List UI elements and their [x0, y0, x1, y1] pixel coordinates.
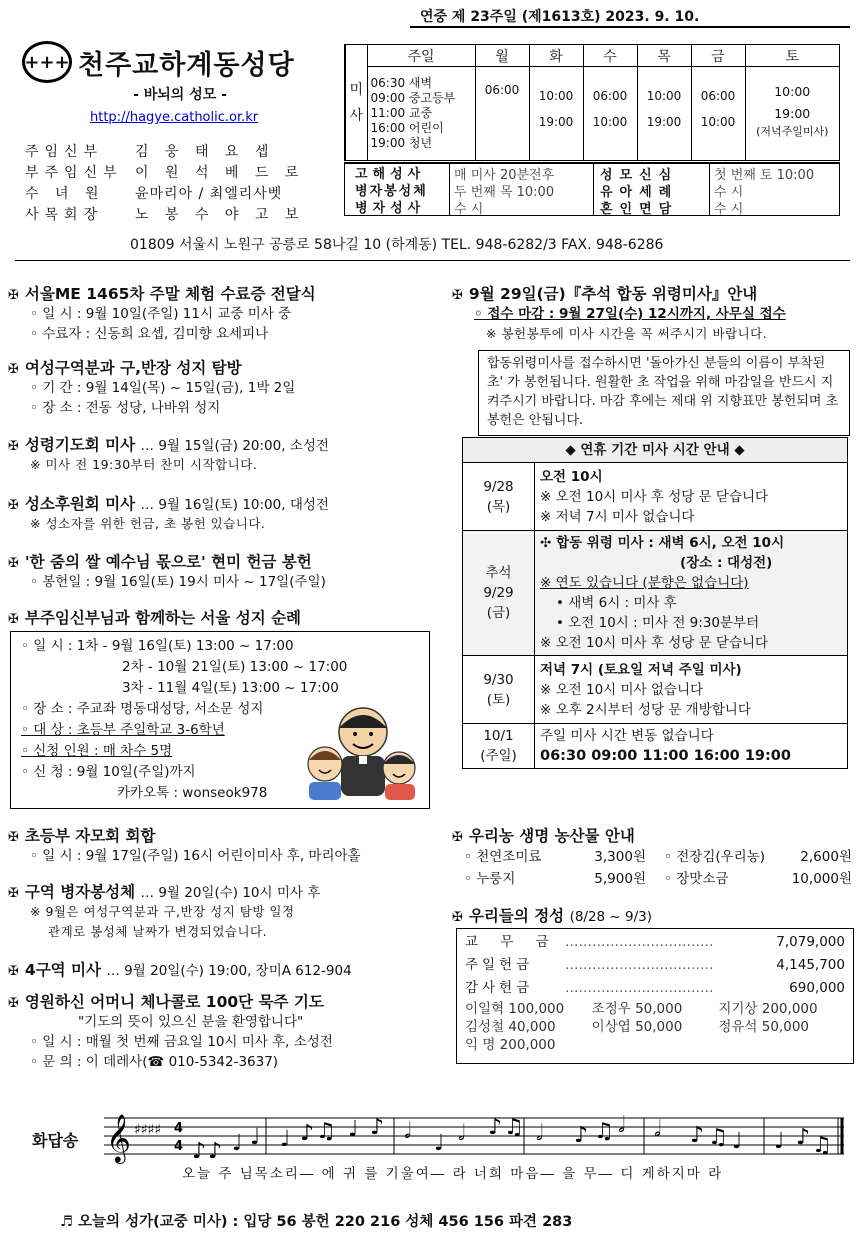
- svg-text:♪: ♪: [574, 1123, 589, 1148]
- cross-bullet-icon: ✠: [8, 996, 19, 1011]
- table-row: 9/30 (토) 저녁 7시 (토요일 저녁 주일 미사) ※ 오전 10시 미사 없습니다 ※ 오후 2시부터 성당 문 개방합니다: [463, 656, 848, 724]
- svg-text:♪: ♪: [208, 1139, 223, 1164]
- svg-text:♪: ♪: [690, 1123, 705, 1148]
- sick-communion-section: ✠ 구역 병자봉성체 … 9월 20일(수) 10시 미사 후 ※ 9월은 여성구역분과 구,반장 성지 탐방 일정 관계로 봉성체 날짜가 변경되었습니다.: [8, 883, 321, 939]
- svg-text:♩: ♩: [774, 1129, 785, 1154]
- donor-row: 이일혁 100,000 조정우 50,000 지기상 200,000: [465, 1001, 818, 1017]
- svg-text:♩: ♩: [348, 1117, 359, 1142]
- day-header: 화: [529, 45, 583, 67]
- offering-row: 주일헌금 …………………………… 4,145,700: [465, 957, 845, 973]
- cross-bullet-icon: ✠: [8, 964, 19, 979]
- priest-children-illustration-icon: [301, 702, 419, 802]
- parish-url-link[interactable]: http://hagye.catholic.or.kr: [90, 110, 259, 125]
- district4-section: ✠ 4구역 미사 … 9월 20일(수) 19:00, 장미A 612-904: [8, 961, 352, 979]
- holiday-mass-table: [462, 437, 848, 769]
- svg-text:♩: ♩: [434, 1131, 445, 1156]
- cross-bullet-icon: ✠: [8, 612, 19, 627]
- sacrament-row: 병자성사 수 시 혼인면담 수 시: [345, 198, 839, 215]
- cross-bullet-icon: ✠: [8, 556, 19, 571]
- svg-text:♪: ♪: [300, 1121, 315, 1146]
- offering-box: [456, 928, 854, 1064]
- cross-bullet-icon: ✠: [8, 288, 19, 303]
- donor-row: 익 명 200,000: [465, 1037, 556, 1053]
- memorial-notice-box: 합동위령미사를 접수하시면 '돌아가신 분들의 이름이 부착된 초' 가 봉헌됩니다. 원활한 초 작업을 위해 마감일을 반드시 지켜주시기 바랍니다. 마감 후에는 제대 위 지향표만 봉헌되며 초 봉헌은 안됩니다.: [478, 350, 850, 436]
- svg-text:𝅗𝅥: 𝅗𝅥: [404, 1119, 411, 1144]
- vocation-section: ✠ 성소후원회 미사 … 9월 16일(토) 10:00, 대성전 ※ 성소자를 위한 헌금, 초 봉헌 있습니다.: [8, 495, 329, 531]
- cross-bullet-icon: ✠: [8, 439, 19, 454]
- cross-bullet-icon: ✠: [8, 362, 19, 377]
- svg-text:4: 4: [174, 1139, 184, 1154]
- svg-text:♪: ♪: [796, 1125, 811, 1150]
- svg-text:♯♯♯♯: ♯♯♯♯: [134, 1122, 162, 1138]
- me-section: ✠ 서울ME 1465차 주말 체험 수료증 전달식 ◦ 일 시 : 9월 10일(주일) 11시 교중 미사 중 ◦ 수료자 : 신동희 요셉, 김미향 요세피나: [8, 285, 316, 342]
- parish-name: 천주교하계동성당: [78, 49, 295, 81]
- thursday-schedule: 10:00 19:00: [637, 67, 691, 161]
- sunday-schedule: 06:30 새벽 09:00 중고등부 11:00 교중 16:00 어린이 19:00 청년: [367, 67, 475, 161]
- music-staff-icon: [104, 1108, 844, 1164]
- svg-text:♪: ♪: [488, 1115, 503, 1140]
- table-row: 추석 9/29 (금) ✣ 합동 위령 미사 : 새벽 6시, 오전 10시 (장소 : 대성전) ※ 연도 있습니다 (분향은 없습니다) • 새벽 6시 : 미사 후 • 오전 10시 : 미사 전 9:30분부터 ※ 오전 10시 미사 후 성당 문 닫습니다: [463, 531, 848, 656]
- saturday-schedule: 10:00 19:00 (저녁주일미사): [745, 67, 840, 161]
- svg-text:♫: ♫: [316, 1119, 336, 1144]
- cross-bullet-icon: ✠: [452, 910, 463, 925]
- svg-text:♩: ♩: [232, 1131, 243, 1156]
- svg-text:𝅗𝅥: 𝅗𝅥: [458, 1121, 465, 1146]
- day-header: 금: [691, 45, 745, 67]
- psalm-lyrics: 오늘 주 님목소리― 에 귀 를 기울여― 라 너희 마음― 을 무― 디 게하지마 라: [182, 1166, 724, 1182]
- svg-text:♫: ♫: [812, 1133, 832, 1158]
- cross-bullet-icon: ✠: [8, 830, 19, 845]
- staff-row: 수 녀 원 윤마리아 / 최엘리사벳: [25, 186, 283, 202]
- svg-text:♩: ♩: [280, 1127, 291, 1152]
- mass-side-label: 미 사: [345, 45, 367, 161]
- parents-section: ✠ 초등부 자모회 회합 ◦ 일 시 : 9월 17일(주일) 16시 어린이미사 후, 마리아홀: [8, 827, 361, 864]
- staff-row: 주임신부 김 웅 태 요 셉: [25, 144, 275, 160]
- svg-text:𝅗𝅥: 𝅗𝅥: [654, 1117, 661, 1142]
- monday-schedule: 06:00: [475, 67, 529, 161]
- svg-text:♩: ♩: [250, 1125, 261, 1150]
- cross-bullet-icon: ✠: [8, 498, 19, 513]
- pilgrim-box: ◦ 일 시 : 1차 - 9월 16일(토) 13:00 ~ 17:00 2차 - 10월 21일(토) 13:00 ~ 17:00 3차 - 11월 4일(토) 13:00 ~ 17:00 ◦ 장 소 : 주교좌 명동대성당, 서소문 성지 ◦ 대 상 : 초등부 주일학교 3-6학년 ◦ 신청 인원 : 매 차수 5명 ◦ 신 청 : 9월 10일(주일)까지 카카오톡 : wonseok978: [10, 631, 430, 809]
- rosary-section: ✠ 영원하신 어머니 체나콜로 100단 묵주 기도 "기도의 뜻이 있으신 분을 환영합니다" ◦ 일 시 : 매월 첫 번째 금요일 10시 미사 후, 소성전 ◦ 문 의 : 이 데레사(☎ 010-5342-3637): [8, 993, 333, 1070]
- offering-title: ✠ 우리들의 정성 (8/28 ~ 9/3): [452, 907, 653, 925]
- svg-text:♪: ♪: [192, 1139, 207, 1164]
- offering-row: 교 무 금 …………………………… 7,079,000: [465, 934, 845, 950]
- cross-bullet-icon: ✠: [8, 886, 19, 901]
- psalm-label: 화답송: [32, 1131, 79, 1150]
- svg-text:♩: ♩: [732, 1129, 743, 1154]
- todays-hymns: ♬ 오늘의 성가(교중 미사) : 입당 56 봉헌 220 216 성체 456 156 파견 283: [60, 1214, 573, 1230]
- memorial-section: ✠ 9월 29일(금)『추석 합동 위령미사』안내 ◦ 접수 마감 : 9월 27일(수) 12시까지, 사무실 접수 ※ 봉헌봉투에 미사 시간을 꼭 써주시기 바랍니다.: [452, 285, 786, 341]
- day-header: 월: [475, 45, 529, 67]
- svg-text:♫: ♫: [504, 1115, 524, 1140]
- parish-address: 01809 서울시 노원구 공릉로 58나길 10 (하계동) TEL. 948-6282/3 FAX. 948-6286: [130, 237, 664, 253]
- svg-text:4: 4: [174, 1121, 184, 1136]
- staff-row: 부주임신부 이 원 석 베 드 로: [25, 165, 305, 181]
- table-row: 9/28 (목) 오전 10시 ※ 오전 10시 미사 후 성당 문 닫습니다 ※ 저녁 7시 미사 없습니다: [463, 463, 848, 531]
- spirit-section: ✠ 성령기도회 미사 … 9월 15일(금) 20:00, 소성전 ※ 미사 전 19:30부터 찬미 시작합니다.: [8, 436, 329, 472]
- cross-bullet-icon: ✠: [452, 288, 463, 303]
- svg-text:♫: ♫: [708, 1125, 728, 1150]
- friday-schedule: 06:00 10:00: [691, 67, 745, 161]
- svg-text:♪: ♪: [370, 1115, 385, 1140]
- sacrament-row: 고해성사 매 미사 20분전후 성모신심 첫 번째 토 10:00: [345, 164, 839, 181]
- table-row: 10/1 (주일) 주일 미사 시간 변동 없습니다 06:30 09:00 11:00 16:00 19:00: [463, 724, 848, 769]
- day-header: 수: [583, 45, 637, 67]
- rice-section: ✠ '한 줌의 쌀 예수님 몫으로' 현미 헌금 봉헌 ◦ 봉헌일 : 9월 16일(토) 19시 미사 ~ 17일(주일): [8, 553, 326, 590]
- pilgrim-title: ✠ 부주임신부님과 함께하는 서울 성지 순례: [8, 609, 302, 627]
- sacrament-row: 병자봉성체 두 번째 목 10:00 유아세례 수 시: [345, 181, 839, 198]
- sacraments-table: [344, 162, 840, 216]
- psalm-score: [20, 1098, 850, 1188]
- top-divider: [410, 26, 850, 28]
- donor-row: 김성철 40,000 이상엽 50,000 정유석 50,000: [465, 1019, 809, 1035]
- mass-schedule-table: [344, 44, 840, 161]
- day-header: 토: [745, 45, 840, 67]
- staff-list: [25, 142, 325, 226]
- cross-logo-icon: +++: [22, 41, 72, 83]
- day-header: 주일: [367, 45, 475, 67]
- svg-text:𝅗𝅥: 𝅗𝅥: [618, 1113, 625, 1138]
- tour-section: ✠ 여성구역분과 구,반장 성지 탐방 ◦ 기 간 : 9월 14일(목) ~ 15일(금), 1박 2일 ◦ 장 소 : 전동 성당, 나바위 성지: [8, 359, 296, 416]
- svg-text:𝅗𝅥: 𝅗𝅥: [536, 1121, 543, 1146]
- address-divider: [15, 260, 850, 261]
- svg-text:♫: ♫: [594, 1119, 614, 1144]
- farm-section: ✠ 우리농 생명 농산물 안내 ◦ 천연조미료 3,300원 ◦ 전장김(우리농) 2,600원 ◦ 누룽지 5,900원 ◦ 장맛소금 10,000원: [452, 827, 852, 887]
- cross-bullet-icon: ✠: [452, 830, 463, 845]
- parish-logo: [22, 36, 322, 88]
- holiday-header: ◆ 연휴 기간 미사 시간 안내 ◆: [463, 438, 848, 463]
- tuesday-schedule: 10:00 19:00: [529, 67, 583, 161]
- issue-info: 연중 제 23주일 (제1613호) 2023. 9. 10.: [420, 9, 700, 25]
- offering-row: 감사헌금 …………………………… 690,000: [465, 980, 845, 996]
- day-header: 목: [637, 45, 691, 67]
- wednesday-schedule: 06:00 10:00: [583, 67, 637, 161]
- staff-row: 사목회장 노 봉 수 야 고 보: [25, 207, 305, 223]
- svg-text:𝄞: 𝄞: [106, 1113, 131, 1162]
- parish-subtitle: - 바뇌의 성모 -: [133, 87, 227, 103]
